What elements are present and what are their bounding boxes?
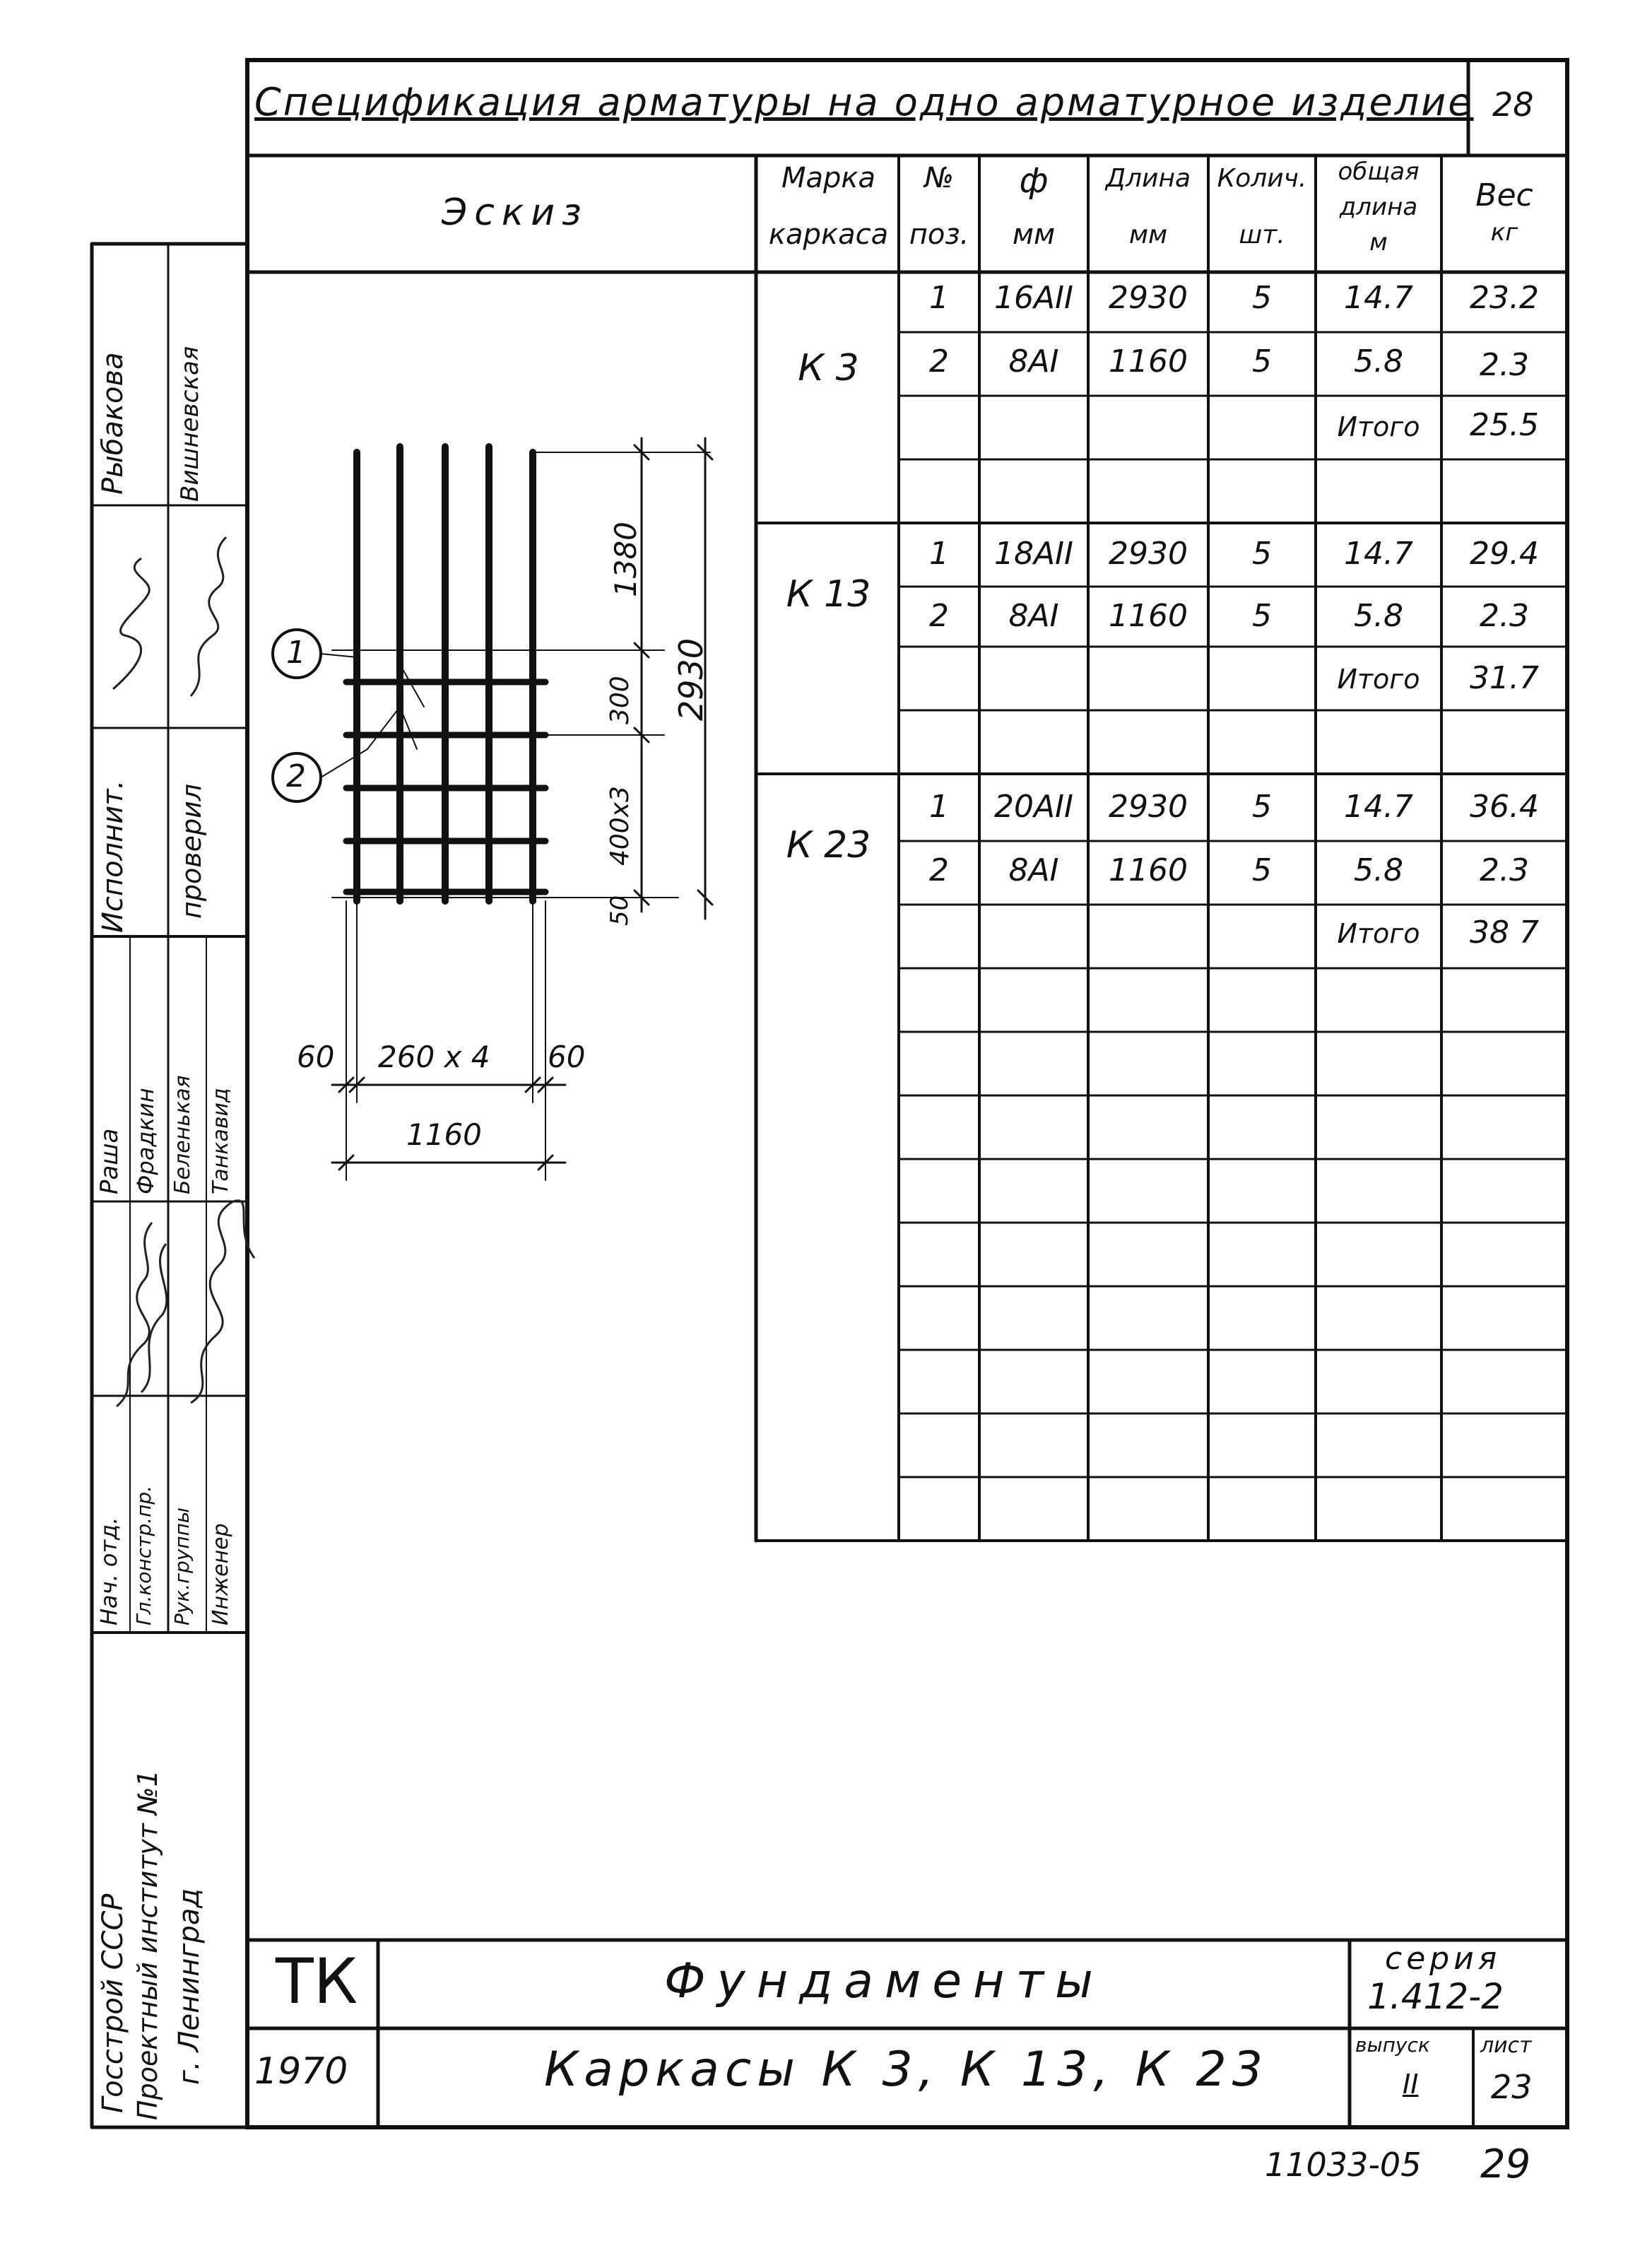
row-pos: 2 <box>929 852 949 888</box>
row-weight: 2.3 <box>1480 347 1529 383</box>
row-diam: 18AII <box>993 536 1074 572</box>
stamp-checker-name: Вишневская <box>176 346 204 502</box>
dim-300: 300 <box>606 676 635 724</box>
itogo-value: 25.5 <box>1470 407 1539 443</box>
row-length: 2930 <box>1109 536 1188 572</box>
dim-400x3: 400x3 <box>606 786 635 866</box>
stamp-role: Гл.констр.пр. <box>132 1485 155 1625</box>
header-total-1: общая <box>1338 158 1420 186</box>
dim-60-left: 60 <box>297 1040 335 1074</box>
row-total: 14.7 <box>1344 280 1413 316</box>
stamp-name: Беленькая <box>170 1075 195 1194</box>
header-length-2: мм <box>1128 221 1168 249</box>
page-number: 28 <box>1492 86 1534 124</box>
row-diam: 16AII <box>993 280 1074 316</box>
header-mark-2: каркаса <box>768 218 889 251</box>
row-length: 1160 <box>1109 852 1188 888</box>
header-diam-1: ф <box>1019 161 1049 201</box>
header-qty-1: Колич. <box>1217 164 1307 193</box>
row-qty: 5 <box>1252 852 1272 888</box>
row-length: 1160 <box>1109 343 1188 380</box>
row-total: 5.8 <box>1354 852 1403 888</box>
dim-50: 50 <box>606 895 634 926</box>
stamp-title: Каркасы К 3, К 13, К 23 <box>544 2042 1269 2098</box>
group-mark: К 13 <box>786 573 871 616</box>
row-diam: 20AII <box>993 789 1074 825</box>
row-diam: 8AI <box>1008 598 1059 634</box>
row-weight: 2.3 <box>1480 852 1529 888</box>
stamp-executor-label: Исполнит. <box>97 780 129 933</box>
header-qty-2: шт. <box>1239 221 1285 249</box>
row-weight: 29.4 <box>1470 536 1539 572</box>
signatures <box>113 537 254 1406</box>
stamp-role: Рук.группы <box>170 1507 194 1625</box>
stamp-city: г. Ленинград <box>173 1888 206 2085</box>
header-weight-2: кг <box>1490 218 1518 247</box>
itogo-label: Итого <box>1337 918 1420 949</box>
row-qty: 5 <box>1252 536 1272 572</box>
stamp-series-label: серия <box>1385 1941 1501 1977</box>
row-total: 14.7 <box>1344 789 1413 825</box>
stamp-issue-value: II <box>1403 2069 1419 2100</box>
stamp-sheet-label: лист <box>1480 2033 1532 2058</box>
row-qty: 5 <box>1252 343 1272 380</box>
row-total: 14.7 <box>1344 536 1413 572</box>
group-mark: К 3 <box>798 347 859 389</box>
stamp-subject: Фундаменты <box>664 1953 1104 2009</box>
itogo-label: Итого <box>1337 411 1420 442</box>
row-qty: 5 <box>1252 280 1272 316</box>
mesh-sketch <box>273 438 712 1180</box>
dim-260x4: 260 x 4 <box>378 1040 490 1074</box>
row-qty: 5 <box>1252 789 1272 825</box>
row-diam: 8AI <box>1008 343 1059 380</box>
group-mark: К 23 <box>786 824 871 866</box>
header-total-2: длина <box>1339 193 1418 221</box>
stamp-executor-name: Рыбакова <box>97 352 129 495</box>
stamp-year: 1970 <box>254 2050 348 2093</box>
row-weight: 2.3 <box>1480 598 1529 634</box>
page-title: Спецификация арматуры на одно арматурное изделие <box>254 80 1474 124</box>
stamp-series-value: 1.412-2 <box>1367 1976 1504 2017</box>
dim-2930: 2930 <box>672 637 710 721</box>
header-length-1: Длина <box>1105 164 1191 193</box>
row-diam: 8AI <box>1008 852 1059 888</box>
row-total: 5.8 <box>1354 343 1403 380</box>
itogo-value: 31.7 <box>1470 660 1539 696</box>
row-qty: 5 <box>1252 598 1272 634</box>
sketch-pos2-label: 2 <box>286 758 306 794</box>
header-pos-1: № <box>924 162 954 194</box>
row-pos: 1 <box>929 536 949 572</box>
row-pos: 1 <box>929 280 949 316</box>
row-length: 1160 <box>1109 598 1188 634</box>
header-diam-2: мм <box>1012 218 1056 251</box>
dim-60-right: 60 <box>548 1040 586 1074</box>
row-weight: 23.2 <box>1470 280 1539 316</box>
dim-1380: 1380 <box>608 522 643 597</box>
row-pos: 2 <box>929 343 949 380</box>
footer-page: 29 <box>1480 2141 1531 2187</box>
footer-doc-code: 11033-05 <box>1265 2146 1422 2184</box>
header-total-3: м <box>1369 228 1388 257</box>
stamp-name: Раша <box>95 1128 124 1194</box>
stamp-name: Фрадкин <box>132 1088 159 1194</box>
row-pos: 1 <box>929 789 949 825</box>
row-length: 2930 <box>1109 280 1188 316</box>
stamp-name: Танкавид <box>208 1088 233 1194</box>
row-length: 2930 <box>1109 789 1188 825</box>
stamp-role: Нач. отд. <box>95 1517 122 1625</box>
stamp-institute: Проектный институт №1 <box>132 1770 163 2120</box>
itogo-label: Итого <box>1337 664 1420 695</box>
header-weight-1: Вес <box>1475 177 1533 213</box>
stamp-issue-label: выпуск <box>1355 2033 1430 2057</box>
stamp-checker-label: проверил <box>176 783 207 919</box>
row-pos: 2 <box>929 598 949 634</box>
header-pos-2: поз. <box>909 218 969 251</box>
row-total: 5.8 <box>1354 598 1403 634</box>
stamp-sheet-value: 23 <box>1491 2068 1533 2106</box>
row-weight: 36.4 <box>1470 789 1539 825</box>
dim-1160: 1160 <box>406 1117 482 1152</box>
header-mark-1: Марка <box>781 162 876 194</box>
stamp-role: Инженер <box>208 1523 233 1625</box>
stamp-org: Госстрой СССР <box>97 1893 129 2113</box>
itogo-value: 38 7 <box>1470 915 1539 951</box>
header-sketch: Эскиз <box>442 192 589 234</box>
sketch-pos1-label: 1 <box>286 635 306 671</box>
stamp-code: ТК <box>276 1945 358 2018</box>
